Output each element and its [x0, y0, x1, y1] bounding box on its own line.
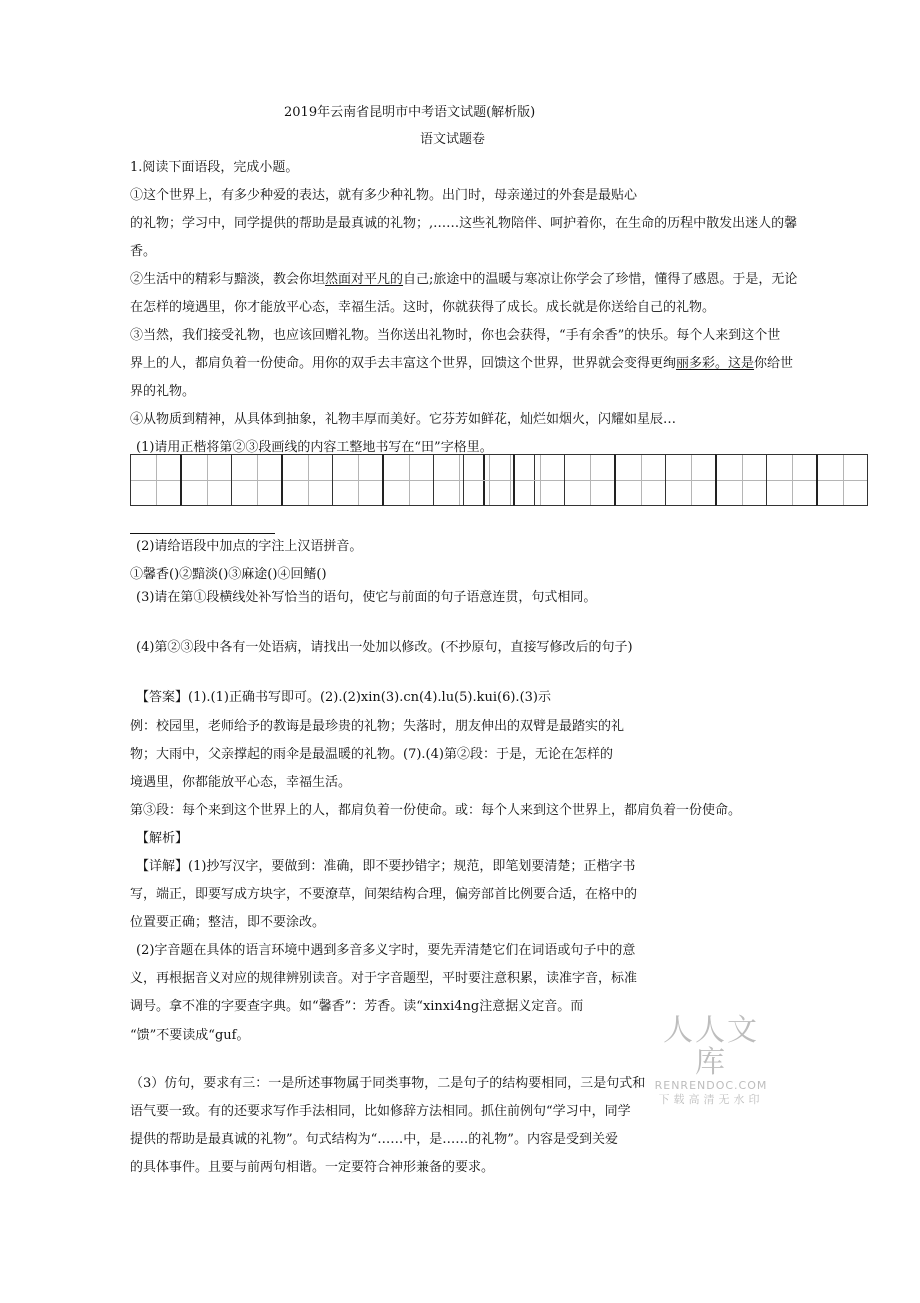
- grid-cell: [766, 454, 816, 506]
- watermark-en: RENRENDOC.COM: [654, 1079, 768, 1092]
- divider-line: [130, 533, 275, 534]
- grid-cell: [816, 454, 868, 506]
- paragraph-1-line-3: 香。: [130, 244, 157, 259]
- paragraph-2-line-2: 在怎样的境遇里，你才能放平心态，幸福生活。这时，你就获得了成长。成长就是你送给自己的礼物。: [130, 300, 716, 315]
- detail-3-line-2: 语气要一致。有的还要求写作手法相同，比如修辞方法相同。抓住前例句“学习中，同学: [130, 1104, 631, 1119]
- paragraph-2-text-b: 自己;旅途中的温暖与寒凉让你学会了珍惜，懂得了感恩。于是，无论: [403, 272, 798, 287]
- watermark-tag: 下载高清无水印: [658, 1093, 764, 1106]
- paragraph-4-line-1: ④从物质到精神，从具体到抽象，礼物丰厚而美好。它芬芳如鲜花，灿烂如烟火，闪耀如星辰…: [130, 412, 677, 427]
- detail-2-line-3: 调号。拿不准的字要查字典。如“馨香”：芳香。读“xinxi4ng注意据义定音。而: [130, 999, 584, 1014]
- paragraph-2-line-1: [130, 271, 797, 289]
- paragraph-1-line-2: 的礼物；学习中，同学提供的帮助是最真诚的礼物；,……这些礼物陪伴、呵护着你，在生命的历程中散发出迷人的馨: [130, 216, 798, 231]
- subquestion-4: (4)第②③段中各有一处语病，请找出一处加以修改。(不抄原句，直接写修改后的句子): [136, 640, 633, 655]
- subquestion-2: (2)请给语段中加点的字注上汉语拼音。: [136, 539, 363, 554]
- paragraph-3-line-2: [130, 355, 793, 373]
- answer-line-2: 例：校园里，老师给予的教诲是最珍贵的礼物；失落时，朋友伸出的双臂是最踏实的礼: [130, 719, 625, 734]
- paragraph-3-text-b: 你给世: [754, 356, 794, 371]
- grid-cell: [130, 454, 180, 506]
- detail-1-line-1: 【详解】(1)抄写汉字，要做到：准确，即不要抄错字；规范，即笔划要清楚；正楷字书: [136, 859, 636, 874]
- grid-cell: [281, 454, 332, 506]
- grid-cell: [180, 454, 231, 506]
- paragraph-3-line-1: ③当然，我们接受礼物，也应该回赠礼物。当你送出礼物时，你也会获得，“手有余香”的快乐。每个人来到这个世: [130, 328, 781, 343]
- detail-2-line-2: 义，再根据音义对应的规律辨别读音。对于字音题型，平时要注意积累，读准字音，标准: [130, 971, 638, 986]
- answer-line-4: 境遇里，你都能放平心态，幸福生活。: [130, 775, 352, 790]
- subquestion-3: (3)请在第①段横线处补写恰当的语句，使它与前面的句子语意连贯，句式相同。: [136, 590, 597, 605]
- detail-2-line-1: (2)字音题在具体的语言环境中遇到多音多义字时，要先弄清楚它们在词语或句子中的意: [136, 943, 636, 958]
- paragraph-3-line-3: 界的礼物。: [130, 384, 196, 399]
- detail-3-line-3: 提供的帮助是最真诚的礼物”。句式结构为“……中，是……的礼物”。内容是受到关爱: [130, 1132, 618, 1147]
- grid-cell: [665, 454, 715, 506]
- watermark-logo: [650, 1015, 772, 1107]
- paragraph-2-underlined: 然面对平凡的: [325, 272, 404, 287]
- grid-cell: [715, 454, 766, 506]
- watermark-cn: 人人文库: [663, 1013, 759, 1080]
- grid-cell: [513, 454, 564, 506]
- page-subtitle: 语文试题卷: [420, 132, 486, 147]
- answer-line-5: 第③段：每个来到这个世界上的人，都肩负着一份使命。或：每个人来到这个世界上，都肩负着一份使命。: [130, 803, 742, 818]
- tianzige-grid-right: [463, 454, 868, 506]
- question-1-heading: 1.阅读下面语段，完成小题。: [130, 160, 299, 175]
- detail-3-line-1: （3）仿句，要求有三：一是所述事物属于同类事物，二是句子的结构要相同，三是句式和: [130, 1076, 646, 1091]
- subquestion-2-items: ①馨香()②黯淡()③麻途()④回鳍(): [130, 567, 327, 582]
- page-title: 2019年云南省昆明市中考语文试题(解析版): [284, 105, 536, 120]
- grid-cell: [463, 454, 513, 506]
- grid-cell: [382, 454, 433, 506]
- paragraph-1-line-1: ①这个世界上，有多少种爱的表达，就有多少种礼物。出门时，母亲递过的外套是最贴心: [130, 188, 638, 203]
- answer-line-3: 物；大雨中，父亲撑起的雨伞是最温暖的礼物。(7).(4)第②段：于是，无论在怎样的: [130, 747, 613, 762]
- detail-2-line-4: “馈”不要读成“guf。: [130, 1028, 250, 1043]
- grid-cell: [564, 454, 614, 506]
- grid-cell: [332, 454, 382, 506]
- subquestion-1: (1)请用正楷将第②③段画线的内容工整地书写在“田”字格里。: [136, 440, 493, 455]
- detail-3-line-4: 的具体事件。且要与前两句相谐。一定要符合神形兼备的要求。: [130, 1160, 495, 1175]
- paragraph-3-underlined: 丽多彩。这是: [676, 356, 755, 371]
- analysis-heading: 【解析】: [136, 831, 189, 846]
- grid-cell: [614, 454, 665, 506]
- grid-cell: [231, 454, 281, 506]
- detail-1-line-3: 位置要正确；整洁，即不要涂改。: [130, 915, 326, 930]
- answer-line-1: 【答案】(1).(1)正确书写即可。(2).(2)xin(3).cn(4).lu(5).kui(6).(3)示: [136, 690, 551, 705]
- detail-1-line-2: 写，端正，即要写成方块字，不要潦草，间架结构合理，偏旁部首比例要合适，在格中的: [130, 887, 638, 902]
- paragraph-3-text-a: 界上的人，都肩负着一份使命。用你的双手去丰富这个世界，回馈这个世界，世界就会变得更绚: [130, 356, 677, 371]
- paragraph-2-text-a: ②生活中的精彩与黯淡，教会你坦: [130, 272, 326, 287]
